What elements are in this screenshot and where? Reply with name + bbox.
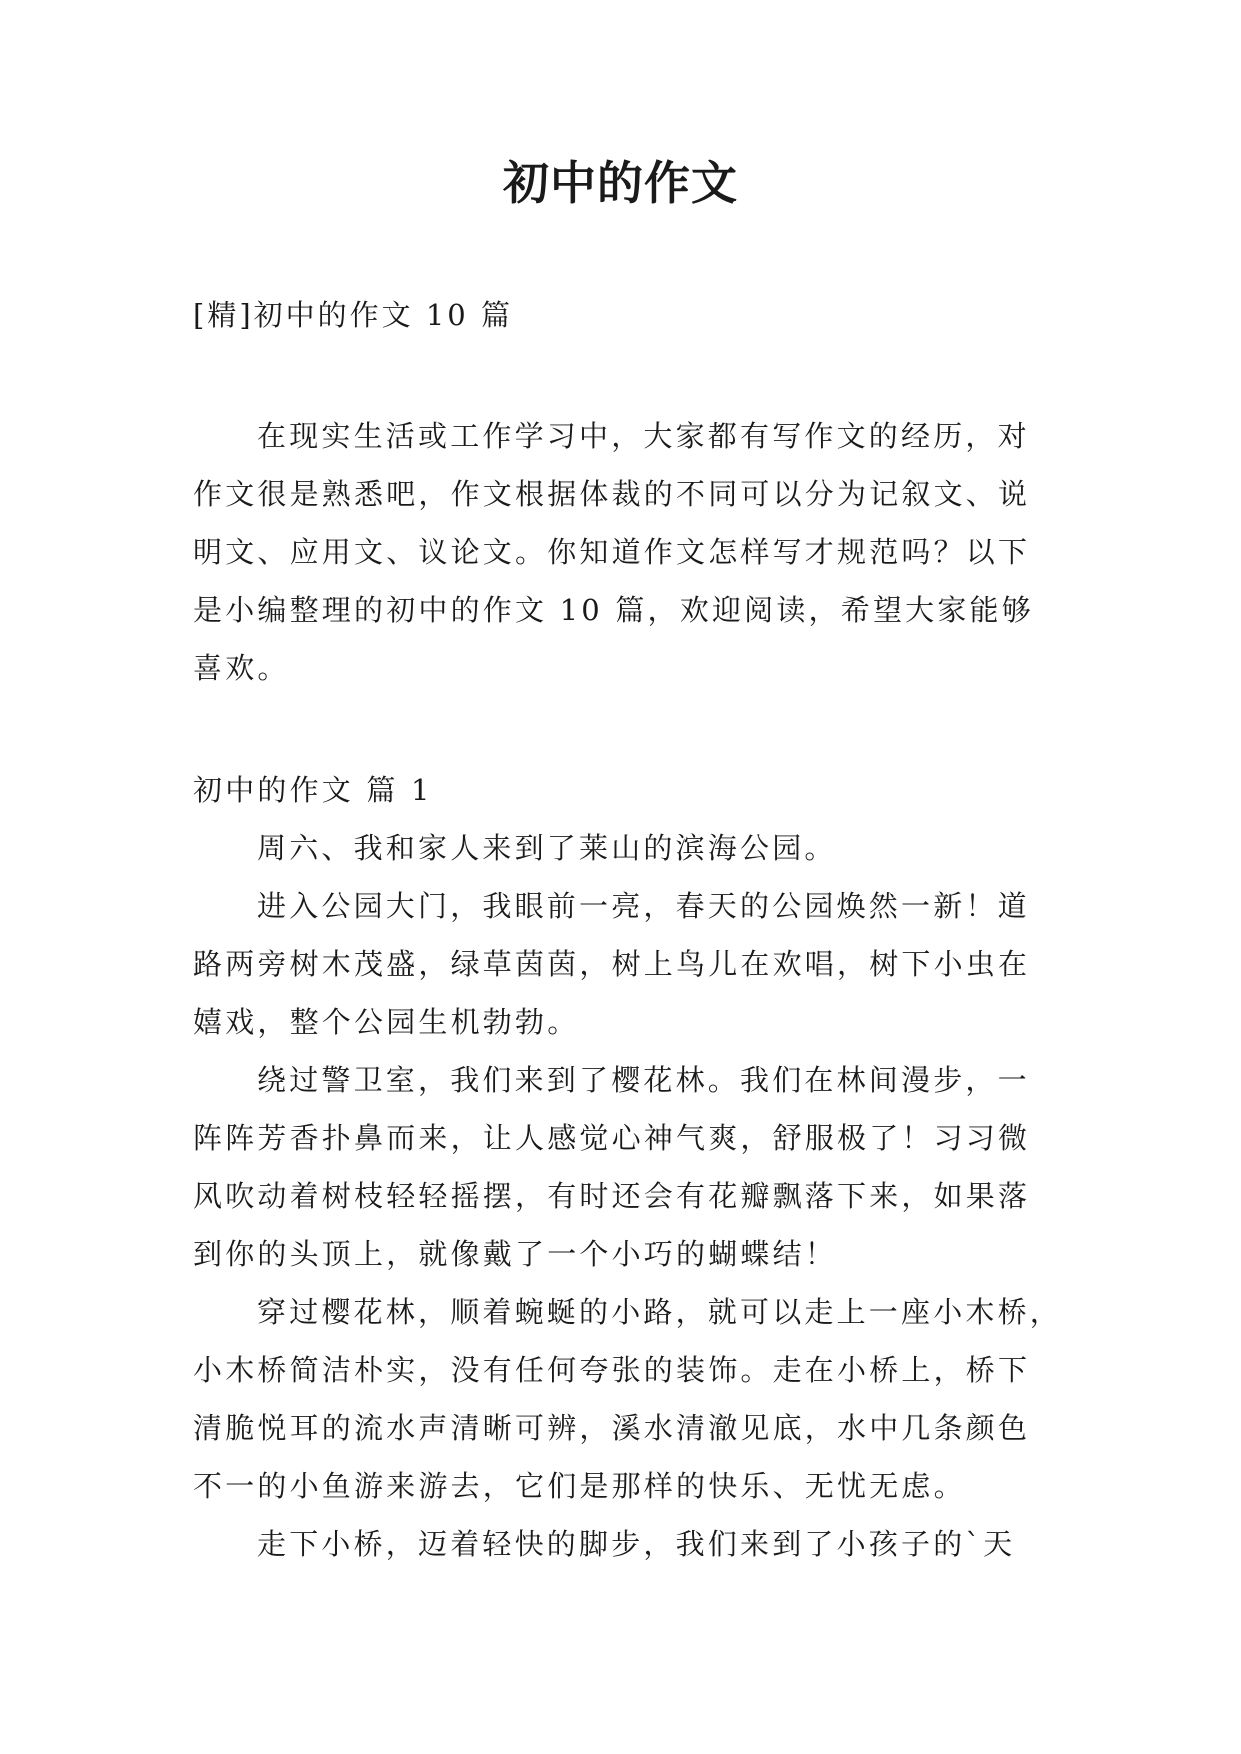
intro-line: 在现实生活或工作学习中，大家都有写作文的经历，对 — [257, 419, 1030, 453]
paragraph-line: 到你的头顶上，就像戴了一个小巧的蝴蝶结！ — [193, 1237, 838, 1271]
paragraph-line: 路两旁树木茂盛，绿草茵茵，树上鸟儿在欢唱，树下小虫在 — [193, 947, 1031, 981]
intro-line: 作文很是熟悉吧，作文根据体裁的不同可以分为记叙文、说 — [193, 477, 1031, 511]
paragraph-line: 不一的小鱼游来游去，它们是那样的快乐、无忧无虑。 — [193, 1469, 966, 1503]
paragraph-line: 风吹动着树枝轻轻摇摆，有时还会有花瓣飘落下来，如果落 — [193, 1179, 1031, 1213]
essay-body — [193, 761, 1063, 1573]
paragraph-line: 绕过警卫室，我们来到了樱花林。我们在林间漫步，一 — [257, 1063, 1030, 1097]
section-heading: 初中的作文 篇 1 — [193, 773, 433, 807]
paragraph-line: 穿过樱花林，顺着蜿蜒的小路，就可以走上一座小木桥， — [257, 1295, 1063, 1329]
intro-line: 是小编整理的初中的作文 10 篇，欢迎阅读，希望大家能够 — [193, 593, 1034, 627]
paragraph-line: 周六、我和家人来到了莱山的滨海公园。 — [257, 831, 837, 865]
paragraph-line: 走下小桥，迈着轻快的脚步，我们来到了小孩子的`天 — [257, 1527, 1016, 1561]
intro-line: 喜欢。 — [193, 651, 290, 685]
paragraph-line: 进入公园大门，我眼前一亮，春天的公园焕然一新！道 — [257, 889, 1030, 923]
paragraph-line: 清脆悦耳的流水声清晰可辨，溪水清澈见底，水中几条颜色 — [193, 1411, 1031, 1445]
document-subtitle: [精]初中的作文 10 篇 — [193, 298, 513, 332]
paragraph-line: 小木桥简洁朴实，没有任何夸张的装饰。走在小桥上，桥下 — [193, 1353, 1031, 1387]
intro-paragraph — [193, 407, 1063, 697]
paragraph-line: 嬉戏，整个公园生机勃勃。 — [193, 1005, 580, 1039]
document-title: 初中的作文 — [503, 156, 738, 210]
intro-line: 明文、应用文、议论文。你知道作文怎样写才规范吗？以下 — [193, 535, 1031, 569]
paragraph-line: 阵阵芳香扑鼻而来，让人感觉心神气爽，舒服极了！习习微 — [193, 1121, 1031, 1155]
